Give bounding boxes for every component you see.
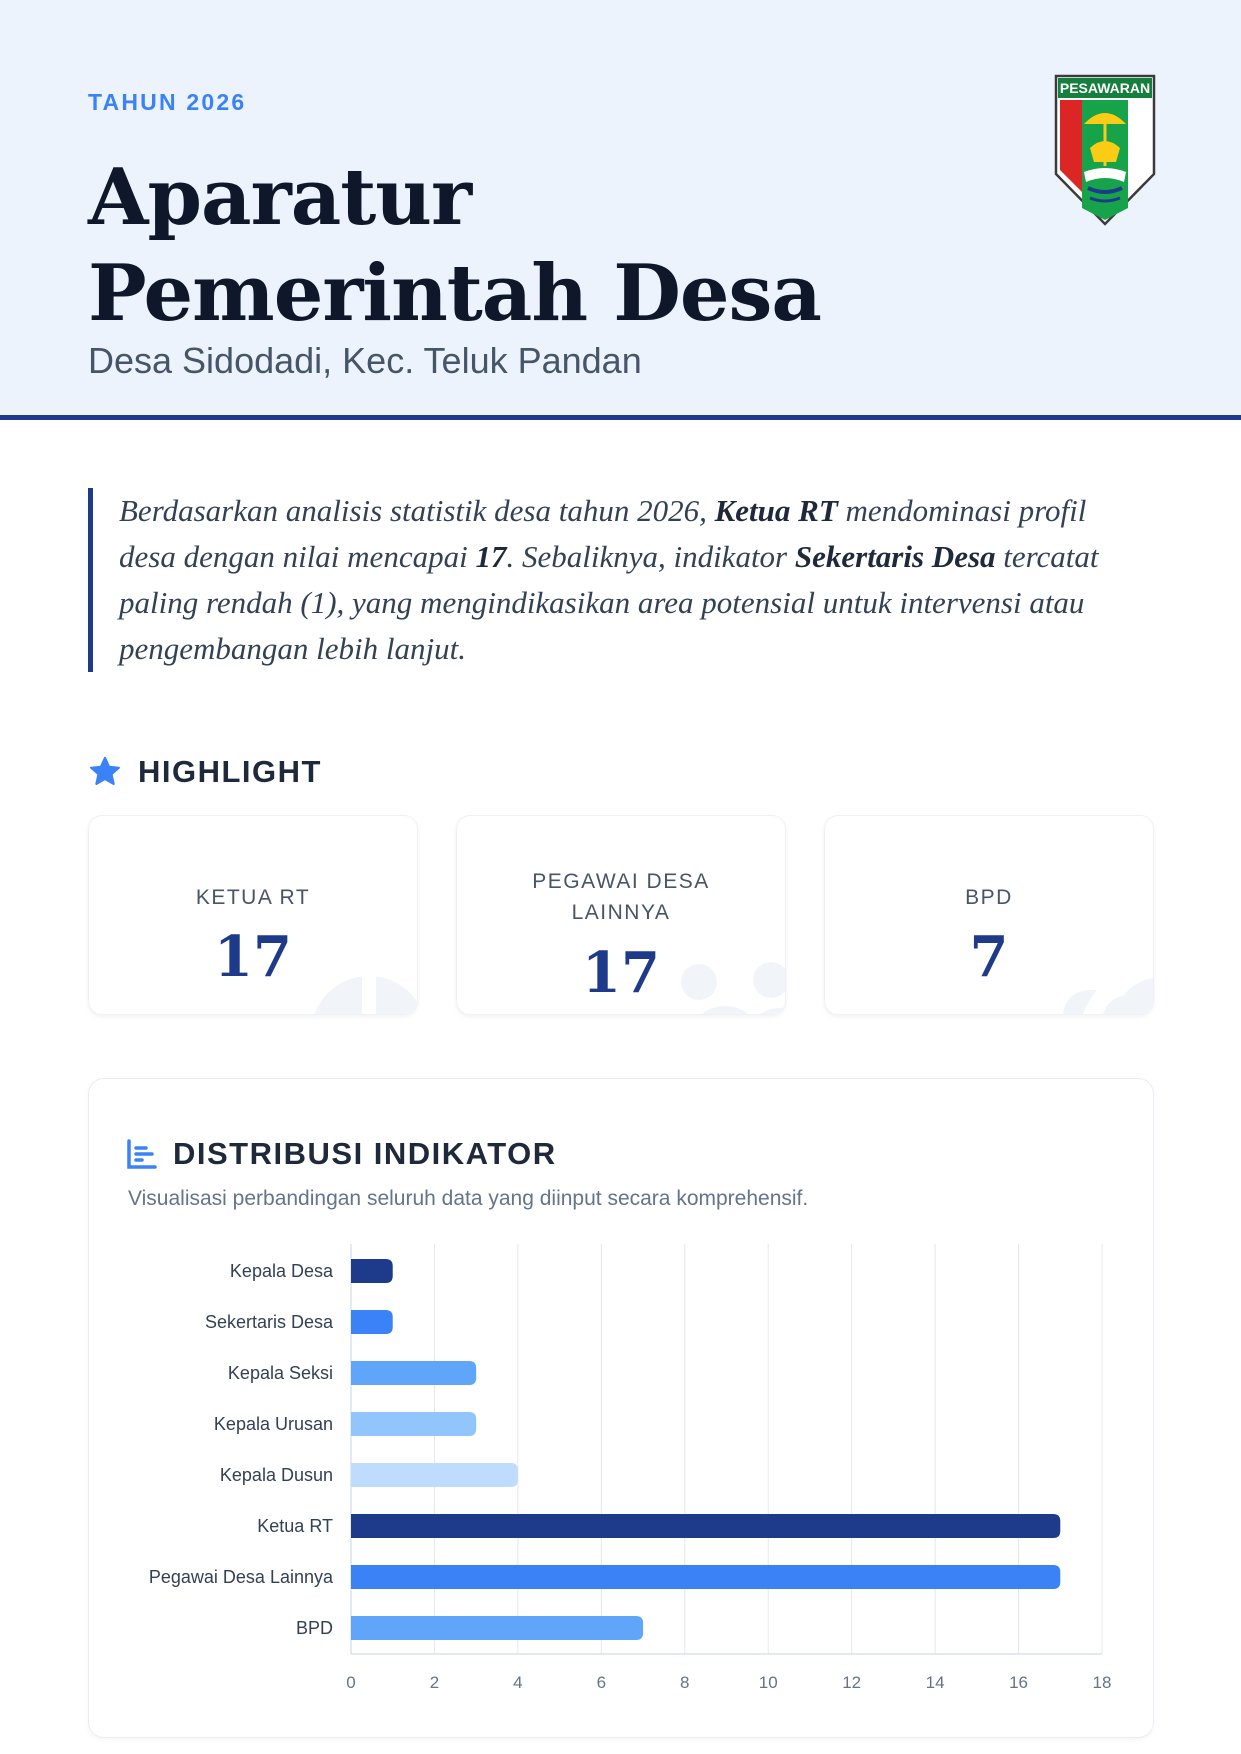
x-tick-label: 12 [842,1673,862,1692]
distribution-subtitle: Visualisasi perbandingan seluruh data yang diinput secara komprehensif. [128,1187,809,1210]
x-tick-label: 6 [596,1673,607,1692]
page-header [0,0,1241,420]
distribution-heading [125,1134,557,1174]
y-category-label: Pegawai Desa Lainnya [148,1567,333,1587]
distribution-bar-chart [89,1079,1155,1739]
highlight-heading [88,750,322,794]
bar [351,1514,1060,1538]
highlight-card-pegawai-desa-lainnya [456,815,786,1015]
users-icon [675,944,785,1014]
y-category-label: Ketua RT [257,1516,333,1536]
x-tick-label: 2 [429,1673,440,1692]
x-tick-label: 14 [925,1673,945,1692]
summary-highlight-value: 17 [475,539,507,574]
year-label: TAHUN 2026 [88,89,247,115]
regency-crest-icon [1054,74,1156,226]
logo-text: PESAWARAN [1059,80,1151,96]
bar-chart-icon [125,1137,159,1171]
highlight-card-label: KETUA RT [195,886,311,909]
y-category-label: Sekertaris Desa [204,1312,333,1332]
x-tick-label: 4 [513,1673,523,1692]
y-category-label: Kepala Desa [229,1261,333,1281]
page-title: Aparatur Pemerintah Desa [88,152,821,339]
x-tick-label: 16 [1009,1673,1029,1692]
highlight-heading-text: HIGHLIGHT [138,754,322,789]
summary-text: Berdasarkan analisis statistik desa tahun 2026, Ketua RT mendominasi profil desa dengan nilai mencapai 17. Sebaliknya, indikator Sekertaris Desa tercatat paling rendah (1), yang mengindikasikan area potensial untuk intervensi atau pengembangan lebih lanjut. [119,493,1099,666]
highlight-card-label: PEGAWAI DESA LAINNYA [532,870,710,924]
y-category-label: Kepala Dusun [219,1465,333,1485]
x-tick-label: 8 [680,1673,690,1692]
summary-highlight-low: Sekertaris Desa [794,539,996,574]
page-subtitle: Desa Sidodadi, Kec. Teluk Pandan [88,340,642,381]
bar [351,1310,393,1334]
y-category-label: Kepala Urusan [213,1414,333,1434]
highlight-card-value: 7 [969,924,1009,990]
distribution-heading-text: DISTRIBUSI INDIKATOR [173,1136,557,1171]
highlight-card-ketua-rt [88,815,418,1015]
distribution-chart-card [88,1078,1154,1738]
bar [351,1259,393,1283]
y-category-label: Kepala Seksi [227,1363,333,1383]
bar [351,1616,643,1640]
highlight-card-bpd [824,815,1154,1015]
highlight-card-value: 17 [214,924,292,990]
x-tick-label: 18 [1092,1673,1112,1692]
bar [351,1463,518,1487]
x-tick-label: 0 [346,1673,356,1692]
bar [351,1361,476,1385]
highlight-card-value: 17 [582,940,660,1006]
user-icon [307,944,417,1014]
bar [351,1412,476,1436]
highlight-card-label: BPD [965,886,1013,909]
summary-highlight-top: Ketua RT [714,493,838,528]
x-tick-label: 10 [758,1673,778,1692]
bar [351,1565,1060,1589]
star-icon [88,755,122,789]
summary-quote [88,488,1148,672]
handshake-icon [1043,944,1153,1014]
y-category-label: BPD [295,1618,333,1638]
